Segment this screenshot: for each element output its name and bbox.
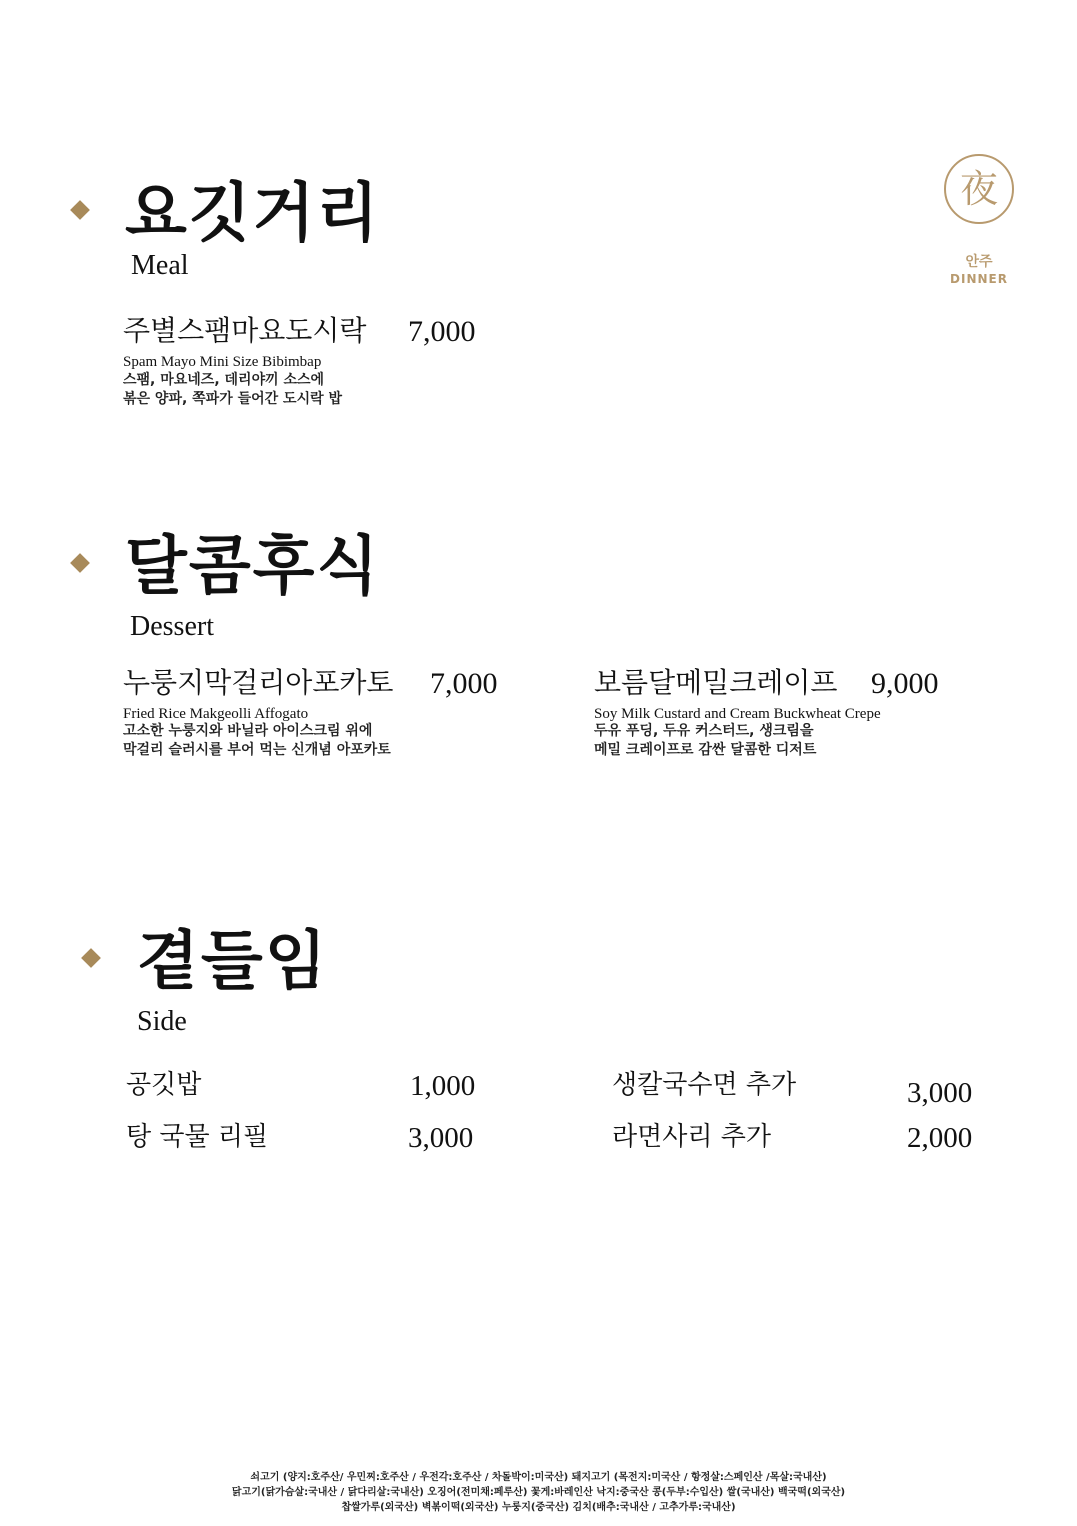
logo-label-korean: 안주 bbox=[965, 254, 993, 270]
side-item-name: 라면사리 추가 bbox=[612, 1122, 771, 1152]
section-bullet-diamond-icon bbox=[70, 553, 90, 573]
item-description-line: 메밀 크레이프로 감싼 달콤한 디저트 bbox=[594, 742, 817, 758]
item-name: 누룽지막걸리아포카토 bbox=[123, 666, 394, 699]
section-title-dessert: 달콤후식 bbox=[125, 529, 381, 604]
section-title-side: 곁들임 bbox=[137, 924, 329, 999]
section-subtitle-side: Side bbox=[137, 1006, 187, 1037]
origin-notice-line: 쇠고기 (양지:호주산/ 우민찌:호주산 / 우전각:호주산 / 차돌박이:미국산) 돼지고기 (목전지:미국산 / 항정살:스페인산 /목살:국내산) bbox=[250, 1472, 827, 1483]
item-description-line: 스팸, 마요네즈, 데리야끼 소스에 bbox=[123, 372, 325, 388]
section-bullet-diamond-icon bbox=[70, 200, 90, 220]
item-description-line: 막걸리 슬러시를 부어 먹는 신개념 아포카토 bbox=[123, 742, 391, 758]
logo-emblem bbox=[944, 154, 1014, 224]
item-price: 7,000 bbox=[430, 667, 498, 700]
origin-notice-line: 찹쌀가루(외국산) 벽볶이떡(외국산) 누룽지(중국산) 김치(배추:국내산 / 고추가루:국내산) bbox=[341, 1502, 736, 1513]
section-subtitle-meal: Meal bbox=[131, 250, 189, 281]
origin-notice-line: 닭고기(닭가슴살:국내산 / 닭다리살:국내산) 오징어(전미채:페루산) 꽃게:바레인산 낙지:중국산 콩(두부:수입산) 쌀(국내산) 백국떡(외국산) bbox=[231, 1487, 846, 1498]
side-item-price: 3,000 bbox=[907, 1077, 973, 1109]
item-english-name: Soy Milk Custard and Cream Buckwheat Crepe bbox=[594, 706, 881, 722]
item-description-line: 볶은 양파, 쪽파가 들어간 도시락 밥 bbox=[123, 391, 343, 407]
section-bullet-diamond-icon bbox=[81, 948, 101, 968]
section-title-meal: 요깃거리 bbox=[125, 176, 381, 251]
side-item-name: 생칼국수면 추가 bbox=[612, 1070, 797, 1100]
side-item-name: 탕 국물 리필 bbox=[126, 1122, 269, 1152]
item-english-name: Fried Rice Makgeolli Affogato bbox=[123, 706, 309, 722]
side-item-price: 2,000 bbox=[907, 1122, 973, 1154]
item-name: 주별스팸마요도시락 bbox=[123, 314, 367, 347]
side-item-price: 3,000 bbox=[408, 1122, 474, 1154]
origin-notice bbox=[0, 1470, 1077, 1515]
item-description-line: 두유 푸딩, 두유 커스터드, 생크림을 bbox=[594, 723, 814, 739]
item-price: 9,000 bbox=[871, 667, 939, 700]
logo-label-english: DINNER bbox=[950, 272, 1008, 286]
logo-glyph: 夜 bbox=[959, 167, 998, 211]
section-subtitle-dessert: Dessert bbox=[130, 611, 214, 642]
item-name: 보름달메밀크레이프 bbox=[594, 666, 838, 699]
item-description-line: 고소한 누룽지와 바닐라 아이스크림 위에 bbox=[123, 723, 373, 739]
item-english-name: Spam Mayo Mini Size Bibimbap bbox=[123, 354, 322, 370]
item-price: 7,000 bbox=[408, 315, 476, 348]
side-item-price: 1,000 bbox=[410, 1070, 476, 1102]
side-item-name: 공깃밥 bbox=[126, 1070, 202, 1100]
